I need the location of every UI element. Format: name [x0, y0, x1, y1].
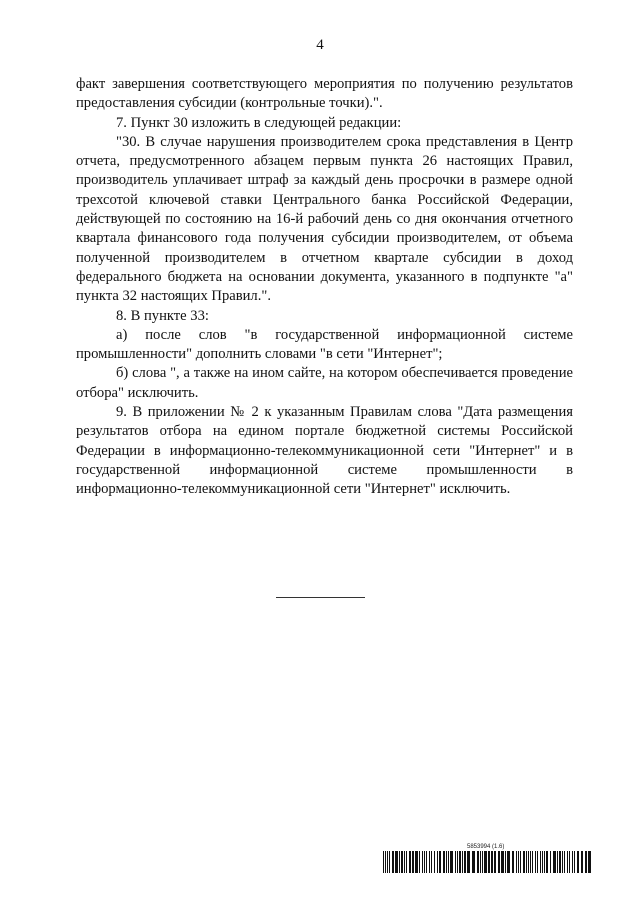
paragraph-point-30: "30. В случае нарушения производителем срока представления в Центр отчета, предусмотренного абзацем первым пункта 26 настоящих Правил, производитель уплачивает штраф за каждый день просрочки в размере одной трехсотой ключевой ставки Центрального банка Российской Федерации, действующей по состоянию на 16-й рабочий день со дня окончания отчетного квартала финансового года получения субсидии производителем, от объема полученной производителем в отчетном квартале субсидии в доход федерального бюджета на основании документа, указанного в подпункте "а" пункта 32 настоящих Правил.".	[76, 133, 573, 305]
page-number: 4	[316, 37, 324, 53]
document-id: 5853994 (1.6)	[467, 844, 505, 850]
document-body	[76, 75, 573, 500]
barcode-graphic	[383, 851, 593, 873]
barcode	[383, 851, 593, 873]
paragraph-subitem-a: а) после слов "в государственной информационной системе промышленности" дополнить словами "в сети "Интернет";	[76, 326, 573, 363]
paragraph-continuation: факт завершения соответствующего мероприятия по получению результатов предоставления субсидии (контрольные точки).".	[76, 76, 573, 112]
paragraph-subitem-b: б) слова ", а также на ином сайте, на котором обеспечивается проведение отбора" исключить.	[76, 365, 573, 401]
paragraph-item-7: 7. Пункт 30 изложить в следующей редакции:	[116, 114, 402, 131]
paragraph-item-9: 9. В приложении № 2 к указанным Правилам слова "Дата размещения результатов отбора на едином портале бюджетной системы Российской Федерации в информационно-телекоммуникационной сети "Интернет" и в государственной информационной системе промышленности в информационно-телекоммуникационной сети "Интернет" исключить.	[76, 404, 573, 498]
paragraph-item-8: 8. В пункте 33:	[116, 307, 209, 324]
end-divider	[276, 597, 365, 598]
